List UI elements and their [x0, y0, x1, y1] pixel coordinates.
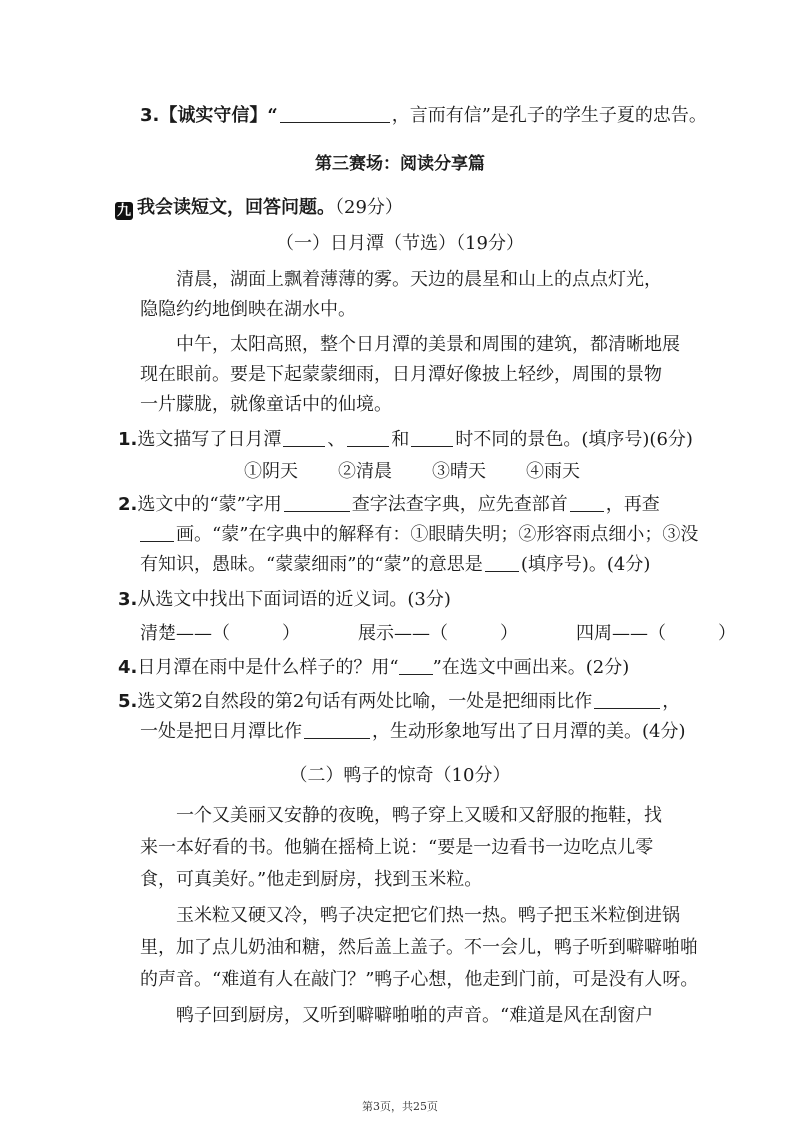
answer-blank[interactable] — [283, 428, 325, 447]
question-number: 1. — [118, 429, 138, 450]
passage-1-paragraph-1-line-1: 清晨，湖面上飘着薄薄的雾。天边的晨星和山上的点点灯光， — [176, 269, 662, 290]
question-2-line-2 — [140, 523, 740, 547]
question-number: 3. — [118, 589, 138, 610]
option-item: ④雨天 — [526, 461, 580, 482]
passage-1-paragraph-2-line-2: 现在眼前。要是下起蒙蒙细雨，日月潭好像披上轻纱，周围的景物 — [140, 364, 662, 385]
nine-badge-icon: 九 — [117, 203, 131, 219]
question-text: ，再查 — [605, 494, 660, 515]
underline-mark — [399, 656, 433, 675]
question-4 — [118, 656, 718, 680]
question-5-line-1 — [118, 690, 718, 714]
answer-blank[interactable] — [411, 428, 453, 447]
option-item: ②清晨 — [338, 461, 392, 482]
question-number: 5. — [118, 691, 138, 712]
question-text: ”在选文中画出来。(2分) — [432, 657, 630, 678]
question-text: 和 — [391, 429, 410, 450]
question-text: (填序号)。(4分) — [520, 554, 651, 575]
answer-blank[interactable] — [140, 523, 174, 542]
question-text: 选文中的“蒙”字用 — [137, 494, 282, 515]
passage-2-paragraph-2-line-3: 的声音。“难道有人在敲门？”鸭子心想，他走到门前，可是没有人呀。 — [140, 969, 699, 990]
synonym-item: 四周——（ ） — [576, 623, 736, 644]
answer-blank[interactable] — [280, 104, 390, 123]
question-text: 日月潭在雨中是什么样子的？用“ — [137, 657, 399, 678]
question-text: 选文描写了日月潭 — [137, 429, 282, 450]
question-9-title: 我会读短文，回答问题。 — [137, 197, 335, 218]
question-text: ，生动形象地写出了日月潭的美。(4分) — [372, 721, 686, 742]
question-text: 从选文中找出下面词语的近义词。(3分) — [137, 589, 451, 610]
question-text: 画。“蒙”在字典中的解释有：①眼睛失明；②形容雨点细小；③没 — [176, 524, 699, 545]
question-2-line-1 — [118, 493, 718, 517]
page-number-footer: 第3页，共25页 — [362, 1100, 438, 1113]
question-9-score: （29分） — [335, 197, 403, 218]
passage-2-paragraph-1-line-2: 来一本好看的书。他躺在摇椅上说：“要是一边看书一边吃点儿零 — [140, 837, 654, 858]
answer-blank[interactable] — [347, 428, 389, 447]
question-1 — [118, 428, 718, 452]
passage-1-paragraph-2-line-1: 中午，太阳高照，整个日月潭的美景和周围的建筑，都清晰地展 — [176, 334, 680, 355]
question-9-heading — [115, 196, 715, 220]
answer-blank[interactable] — [284, 493, 350, 512]
synonym-item: 展示——（ ） — [358, 623, 518, 644]
passage-2-paragraph-1-line-3: 食，可真美好。”他走到厨房，找到玉米粒。 — [140, 869, 483, 890]
passage-2-paragraph-3-line-1: 鸭子回到厨房，又听到噼噼啪啪的声音。“难道是风在刮窗户 — [176, 1005, 654, 1026]
answer-blank[interactable] — [594, 690, 660, 709]
section-title: 第三赛场：阅读分享篇 — [315, 154, 485, 174]
question-5-line-2 — [140, 720, 740, 744]
passage-1-paragraph-1-line-2: 隐隐约约地倒映在湖水中。 — [140, 299, 356, 320]
question-number: 4. — [118, 657, 138, 678]
question-3-synonyms — [118, 588, 678, 612]
question-number: 3. — [140, 105, 160, 126]
question-text: 时不同的景色。(填序号)(6分) — [455, 429, 693, 450]
answer-blank[interactable] — [570, 493, 604, 512]
answer-blank[interactable] — [304, 720, 370, 739]
option-item: ①阴天 — [244, 461, 298, 482]
question-text: 查字法查字典，应先查部首 — [351, 494, 568, 515]
question-text: ，言而有信”是孔子的学生子夏的忠告。 — [391, 105, 707, 126]
question-tag: 【诚实守信】“ — [159, 105, 278, 126]
question-1-options — [244, 460, 800, 484]
option-item: ③晴天 — [432, 461, 486, 482]
synonym-item: 清楚——（ ） — [140, 623, 300, 644]
question-text: ， — [662, 691, 681, 712]
passage-1-title: （一）日月潭（节选）（19分） — [276, 233, 524, 254]
question-number: 2. — [118, 494, 138, 515]
passage-2-paragraph-2-line-1: 玉米粒又硬又冷，鸭子决定把它们热一热。鸭子把玉米粒倒进锅 — [176, 905, 680, 926]
question-text: 有知识，愚昧。“蒙蒙细雨”的“蒙”的意思是 — [140, 554, 483, 575]
passage-2-paragraph-2-line-2: 里，加了点儿奶油和糖，然后盖上盖子。不一会儿，鸭子听到噼噼啪啪 — [140, 937, 698, 958]
question-text: 、 — [327, 429, 346, 450]
question-text: 选文第2自然段的第2句话有两处比喻，一处是把细雨比作 — [137, 691, 593, 712]
passage-2-paragraph-1-line-1: 一个又美丽又安静的夜晚，鸭子穿上又暖和又舒服的拖鞋，找 — [176, 805, 662, 826]
synonym-answer-row — [140, 622, 736, 646]
question-2-line-3 — [140, 553, 700, 577]
passage-1-paragraph-2-line-3: 一片朦胧，就像童话中的仙境。 — [140, 394, 392, 415]
question-3-idiom — [140, 104, 707, 128]
question-text: 一处是把日月潭比作 — [140, 721, 302, 742]
passage-2-title: （二）鸭子的惊奇（10分） — [289, 765, 511, 786]
answer-blank[interactable] — [485, 553, 519, 572]
